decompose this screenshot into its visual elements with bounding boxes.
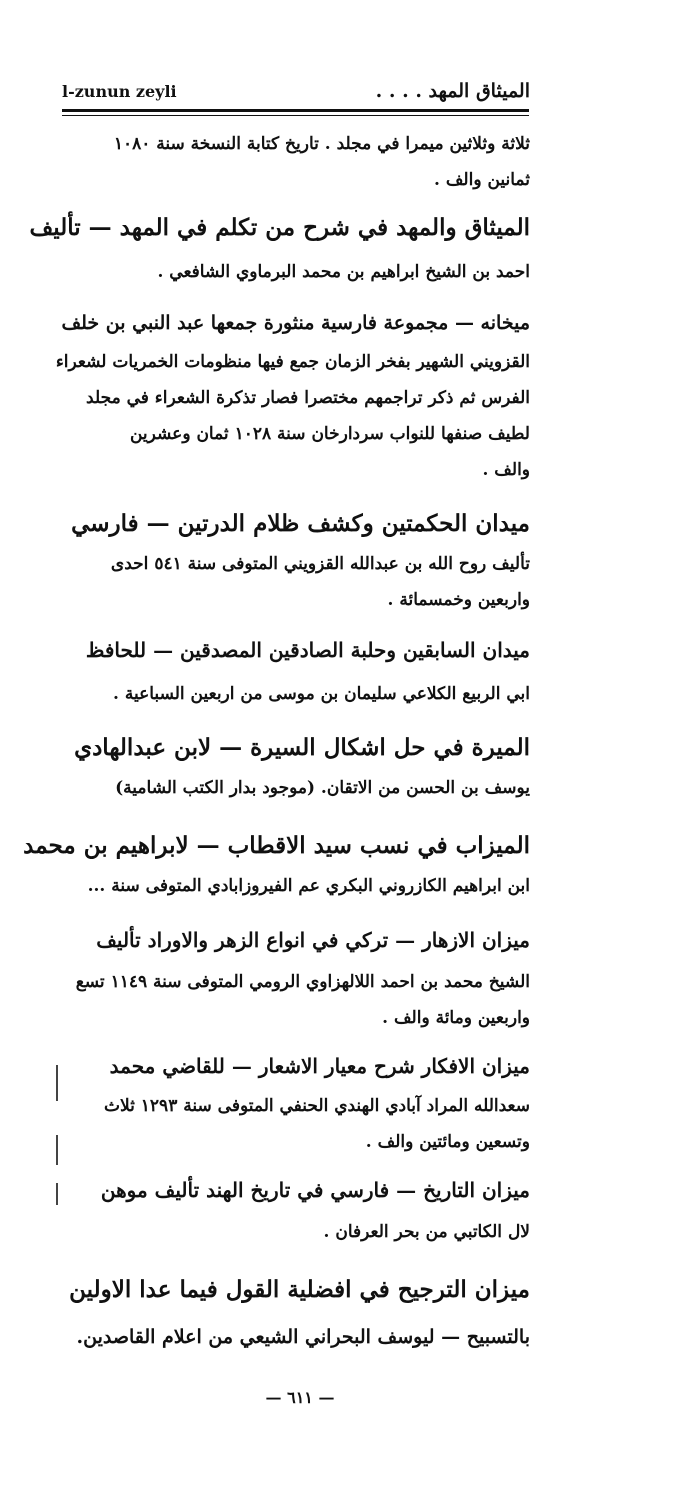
margin-mark (56, 1183, 58, 1205)
running-header-code: l-zunun zeyli (62, 82, 177, 101)
entry-line: ابي الربيع الكلاعي سليمان بن موسى من اربعين السباعية . (113, 684, 530, 704)
entry-line: تأليف روح الله بن عبدالله القزويني المتوفى سنة ٥٤١ احدى (110, 554, 530, 574)
running-header (62, 80, 530, 106)
entry-title: ميزان الافكار شرح معيار الاشعار — للقاضي محمد (109, 1054, 530, 1078)
entry-title: الميزاب في نسب سيد الاقطاب — لابراهيم بن محمد (23, 832, 530, 859)
entry-title: ميزان الترجيح في افضلية القول فيما عدا الاولين (69, 1276, 530, 1303)
entry-line: لال الكاتبي من بحر العرفان . (323, 1222, 530, 1242)
entry-line: القزويني الشهير بفخر الزمان جمع فيها منظومات الخمريات لشعراء (55, 352, 530, 372)
margin-mark (56, 1135, 58, 1165)
entry-line: والف . (482, 460, 530, 480)
entry-line: الشيخ محمد بن احمد اللالهزاوي الرومي المتوفى سنة ١١٤٩ تسع (75, 972, 530, 992)
running-header-title: الميثاق المهد . . . . (375, 80, 530, 102)
entry-title: ميدان السابقين وحلبة الصادقين المصدقين — للحافظ (85, 638, 530, 662)
entry-title: ميزان التاريخ — فارسي في تاريخ الهند تأليف موهن (100, 1178, 530, 1202)
entry-line: بالتسبيح — ليوسف البحراني الشيعي من اعلام القاصدين. (76, 1326, 530, 1348)
entry-line: واربعين وخمسمائة . (387, 590, 530, 610)
entry-line: ابن ابراهيم الكازروني البكري عم الفيروزابادي المتوفى سنة ... (87, 876, 530, 896)
entry-line: لطيف صنفها للنواب سردارخان سنة ١٠٢٨ ثمان وعشرين (129, 424, 530, 444)
entry-line: يوسف بن الحسن من الاتقان. (موجود بدار الكتب الشامية) (115, 778, 530, 798)
entry-line: وتسعين ومائتين والف . (365, 1132, 530, 1152)
entry-title: الميرة في حل اشكال السيرة — لابن عبدالهادي (74, 734, 530, 761)
entry-line: ثمانين والف . (433, 170, 530, 190)
entry-line: احمد بن الشيخ ابراهيم بن محمد البرماوي الشافعي . (157, 262, 530, 282)
entry-line: واربعين ومائة والف . (382, 1008, 530, 1028)
entry-title: الميثاق والمهد في شرح من تكلم في المهد — تأليف (29, 214, 530, 241)
entry-title: ميزان الازهار — تركي في انواع الزهر والاوراد تأليف (96, 928, 530, 952)
page-number: — ٦١١ — (265, 1388, 335, 1407)
entry-line: سعدالله المراد آبادي الهندي الحنفي المتوفى سنة ١٢٩٣ ثلاث (103, 1096, 530, 1116)
entry-title: ميدان الحكمتين وكشف ظلام الدرتين — فارسي (71, 510, 530, 537)
entry-line: الفرس ثم ذكر تراجمهم مختصرا فصار تذكرة الشعراء في مجلد (86, 388, 530, 408)
margin-mark (56, 1065, 58, 1101)
entry-title: ميخانه — مجموعة فارسية منثورة جمعها عبد النبي بن خلف (61, 312, 530, 334)
header-rule-thin (62, 115, 529, 116)
header-rule-thick (62, 109, 529, 112)
entry-line: ثلاثة وثلاثين ميمرا في مجلد . تاريخ كتابة النسخة سنة ١٠٨٠ (113, 134, 530, 154)
